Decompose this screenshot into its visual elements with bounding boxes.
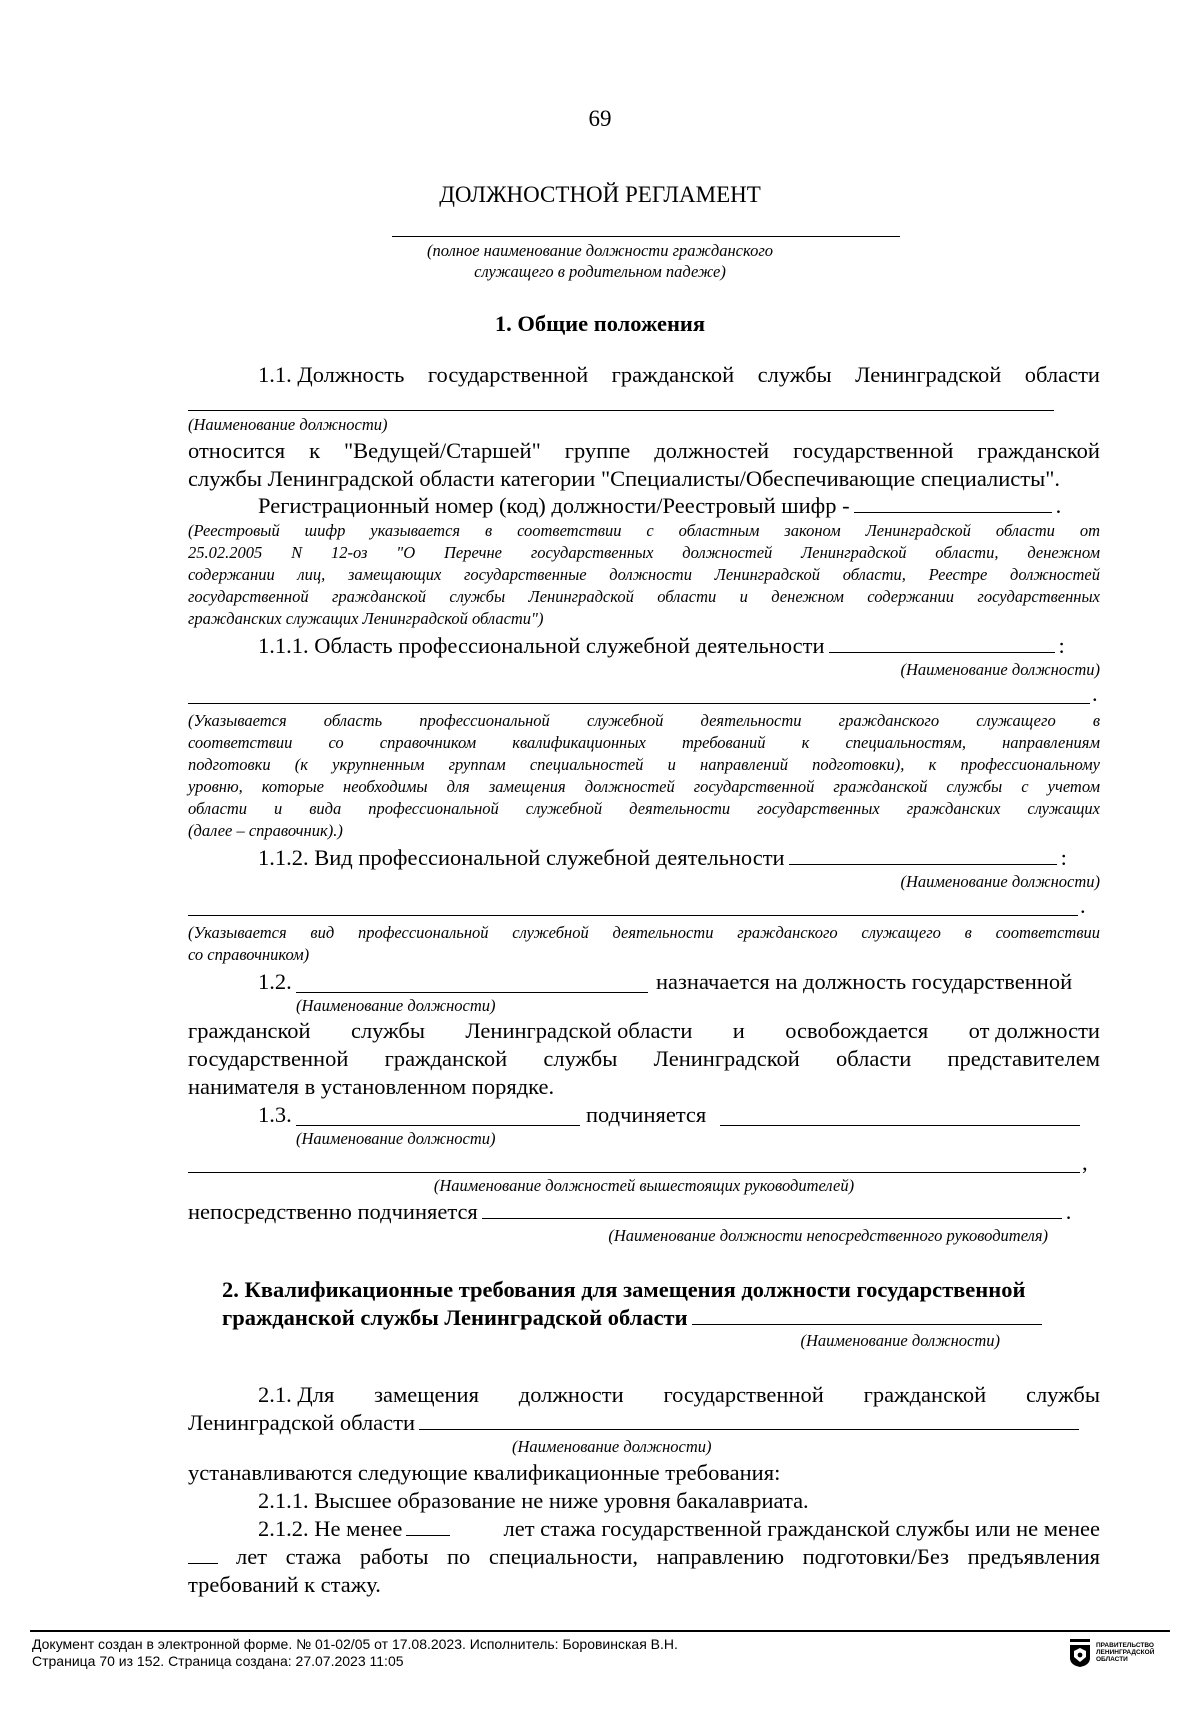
paragraph-1-1-line-1 [258, 361, 1100, 389]
position-name-blank [188, 410, 1054, 411]
registry-note-line-5: гражданских служащих Ленинградской области") [188, 609, 544, 628]
paragraph-2-1-2-line-2 [236, 1543, 1100, 1571]
word: работы [359, 1544, 429, 1569]
word: гражданской [611, 362, 735, 387]
paragraph-1-1-1-label: 1.1.1. Область профессиональной служебной деятельности [258, 633, 825, 658]
word: освобождается [785, 1018, 929, 1043]
government-logo-text [1096, 1642, 1154, 1663]
word: государственной [427, 362, 589, 387]
title-note-line-1: (полное наименование должности гражданского [426, 241, 774, 260]
paragraph-1-2-line-2 [188, 1017, 1100, 1045]
paragraph-1-1-2-long-blank [188, 915, 1078, 916]
paragraph-2-1-line-1 [258, 1381, 1100, 1409]
service-years-blank [406, 1515, 450, 1536]
word: Ленинградской [855, 362, 1002, 387]
registration-number-label: Регистрационный номер (код) должности/Реестровый шифр - [258, 493, 850, 518]
paragraph-1-1-line-2 [188, 437, 1100, 465]
direct-supervisor-blank [482, 1198, 1062, 1219]
word: государственной [663, 1382, 824, 1407]
word: области [836, 1046, 912, 1071]
registry-code-note [188, 520, 1100, 630]
paragraph-1-1-1-long-blank [188, 703, 1090, 704]
direct-supervisor-note: (Наименование должности непосредственного руководителя) [608, 1226, 1048, 1245]
paragraph-1-1-2-description [188, 922, 1100, 966]
title-blank-line [392, 236, 900, 237]
paragraph-1-3-manager-blank [720, 1125, 1080, 1126]
registration-number-period: . [1055, 493, 1062, 518]
paragraph-1-1-2 [258, 844, 1067, 872]
word: и [732, 1018, 745, 1043]
word: представителем [947, 1046, 1100, 1071]
paragraph-1-1-2-long-blank-period: . [1080, 893, 1086, 918]
paragraph-1-1-2-label: 1.1.2. Вид профессиональной служебной деятельности [258, 845, 785, 870]
word: группе [564, 438, 631, 463]
section-2-heading-blank [692, 1304, 1042, 1325]
superiors-blank [188, 1172, 1080, 1173]
area-note-line-6: (далее – справочник).) [188, 821, 343, 840]
word: Ленинградской [653, 1046, 800, 1071]
paragraph-2-1-2-rest: лет стажа государственной гражданской службы или не менее [503, 1516, 1100, 1541]
word: по [447, 1544, 471, 1569]
direct-supervisor-line [188, 1198, 1071, 1226]
area-note-line-2: соответствии со справочником квалификационных требований к специальностям, направлениям [188, 733, 1100, 752]
paragraph-2-1-2-line-3: требований к стажу. [188, 1572, 381, 1597]
superiors-note: (Наименование должностей вышестоящих руководителей) [433, 1176, 855, 1195]
paragraph-2-1-2-line-1 [258, 1515, 1100, 1543]
logo-line-2: ЛЕНИНГРАДСКОЙ [1096, 1649, 1155, 1656]
paragraph-1-3-position-blank [296, 1125, 580, 1126]
word: Ленинградской области [465, 1018, 693, 1043]
paragraph-2-1-line-3: устанавливаются следующие квалификационные требования: [188, 1460, 781, 1485]
word: должностей [654, 438, 770, 463]
word: гражданской [188, 1018, 311, 1043]
paragraph-1-2-blank [296, 992, 648, 993]
registry-note-line-1: (Реестровый шифр указывается в соответствии с областным законом Ленинградской области от [188, 521, 1100, 540]
footer-line-1: Документ создан в электронной форме. № 01-02/05 от 17.08.2023. Исполнитель: Боровинская В.Н. [32, 1636, 678, 1652]
word: 2.1. Для [258, 1382, 335, 1407]
word: подготовки/Без [802, 1544, 950, 1569]
paragraph-1-1-2-blank [789, 844, 1057, 865]
section-1-heading: 1. Общие положения [494, 311, 706, 336]
word: относится [188, 438, 286, 463]
paragraph-2-1-2-prefix: 2.1.2. Не менее [258, 1515, 454, 1543]
kind-note-line-2: со справочником) [188, 945, 310, 964]
registry-note-line-2: 25.02.2005 N 12-оз "О Перечне государственных должностей Ленинградской области, денежном [188, 543, 1100, 562]
word: гражданской [977, 438, 1100, 463]
word: 1.1. Должность [258, 362, 405, 387]
registration-number-line [258, 492, 1061, 520]
paragraph-1-3-text: подчиняется [586, 1102, 707, 1127]
work-years-blank-line [188, 1543, 222, 1571]
paragraph-2-1-note: (Наименование должности) [512, 1437, 712, 1456]
footer-divider [30, 1630, 1170, 1632]
word: области [1024, 362, 1100, 387]
word: "Ведущей/Старшей" [343, 438, 541, 463]
word: службы [543, 1046, 618, 1071]
government-emblem-icon [1069, 1638, 1091, 1668]
area-note-line-1: (Указывается область профессиональной служебной деятельности гражданского служащего в [188, 711, 1100, 730]
area-note-line-3: подготовки (к укрупненным группам специальностей и направлений подготовки), к профессиональному [188, 755, 1100, 774]
paragraph-2-1-1: 2.1.1. Высшее образование не ниже уровня бакалавриата. [258, 1488, 809, 1513]
paragraph-2-1-line-2 [188, 1409, 1083, 1437]
area-note-line-4: уровню, которые необходимы для замещения должностей государственной гражданской службы с учетом [188, 777, 1100, 796]
work-years-blank [188, 1543, 218, 1564]
direct-supervisor-period: . [1065, 1199, 1072, 1224]
footer-line-2: Страница 70 из 152. Страница создана: 27.07.2023 11:05 [32, 1653, 404, 1669]
word: от должности [968, 1018, 1100, 1043]
paragraph-1-3-number: 1.3. [258, 1102, 292, 1127]
paragraph-1-1-1-note: (Наименование должности) [900, 660, 1100, 679]
paragraph-2-1-blank [419, 1409, 1079, 1430]
registry-note-line-3: содержании лиц, замещающих государственные должности Ленинградской области, Реестре должностей [188, 565, 1100, 584]
word: к [309, 438, 321, 463]
section-2-heading-line-1: 2. Квалификационные требования для замещения должности государственной [222, 1277, 1026, 1302]
kind-note-line-1: (Указывается вид профессиональной служебной деятельности гражданского служащего в соответствии [188, 923, 1100, 942]
paragraph-1-1-1-description [188, 710, 1100, 842]
paragraph-1-2-text: назначается на должность государственной [656, 969, 1073, 994]
word: службы [350, 1018, 425, 1043]
section-2-heading-note: (Наименование должности) [800, 1331, 1000, 1350]
word: гражданской [384, 1046, 508, 1071]
word: лет [236, 1544, 268, 1569]
word: стажа [285, 1544, 342, 1569]
page-number: 69 [588, 106, 612, 131]
document-title: ДОЛЖНОСТНОЙ РЕГЛАМЕНТ [439, 182, 761, 207]
logo-line-1: ПРАВИТЕЛЬСТВО [1096, 1642, 1154, 1649]
word: должности [518, 1382, 624, 1407]
word: гражданской [863, 1382, 987, 1407]
paragraph-1-2-number: 1.2. [258, 969, 292, 994]
section-2-heading-label: гражданской службы Ленинградской области [222, 1305, 688, 1330]
paragraph-2-1-label: Ленинградской области [188, 1410, 416, 1435]
paragraph-1-2-line-3 [188, 1045, 1100, 1073]
paragraph-1-1-1-blank [829, 632, 1055, 653]
position-name-note: (Наименование должности) [188, 415, 388, 434]
direct-supervisor-label: непосредственно подчиняется [188, 1199, 478, 1224]
word: специальности, [488, 1544, 638, 1569]
word: государственной [793, 438, 954, 463]
section-2-heading-line-2 [222, 1304, 1046, 1332]
paragraph-1-2-note: (Наименование должности) [296, 996, 496, 1015]
paragraph-1-1-1-long-blank-period: . [1092, 681, 1098, 706]
paragraph-1-1-2-colon: : [1060, 845, 1067, 870]
registry-note-line-4: государственной гражданской службы Ленинградской области и денежном содержании государственных [188, 587, 1100, 606]
paragraph-1-1-1 [258, 632, 1065, 660]
title-note-line-2: служащего в родительном падеже) [474, 262, 726, 281]
word: предъявления [967, 1544, 1100, 1569]
word: государственной [188, 1046, 349, 1071]
word: службы [1025, 1382, 1100, 1407]
area-note-line-5: области и вида профессиональной служебной деятельности государственных гражданских служащих [188, 799, 1100, 818]
word: замещения [374, 1382, 479, 1407]
registration-number-blank [854, 492, 1052, 513]
paragraph-1-1-1-colon: : [1058, 633, 1065, 658]
paragraph-1-3-note: (Наименование должности) [296, 1129, 496, 1148]
word: службы [757, 362, 832, 387]
logo-line-3: ОБЛАСТИ [1096, 1656, 1128, 1663]
paragraph-1-2-line-4: нанимателя в установленном порядке. [188, 1074, 555, 1099]
superiors-blank-comma: , [1082, 1150, 1088, 1175]
paragraph-1-1-2-note: (Наименование должности) [900, 872, 1100, 891]
paragraph-1-1-line-3: службы Ленинградской области категории "Специалисты/Обеспечивающие специалисты". [188, 466, 1061, 491]
word: направлению [656, 1544, 785, 1569]
